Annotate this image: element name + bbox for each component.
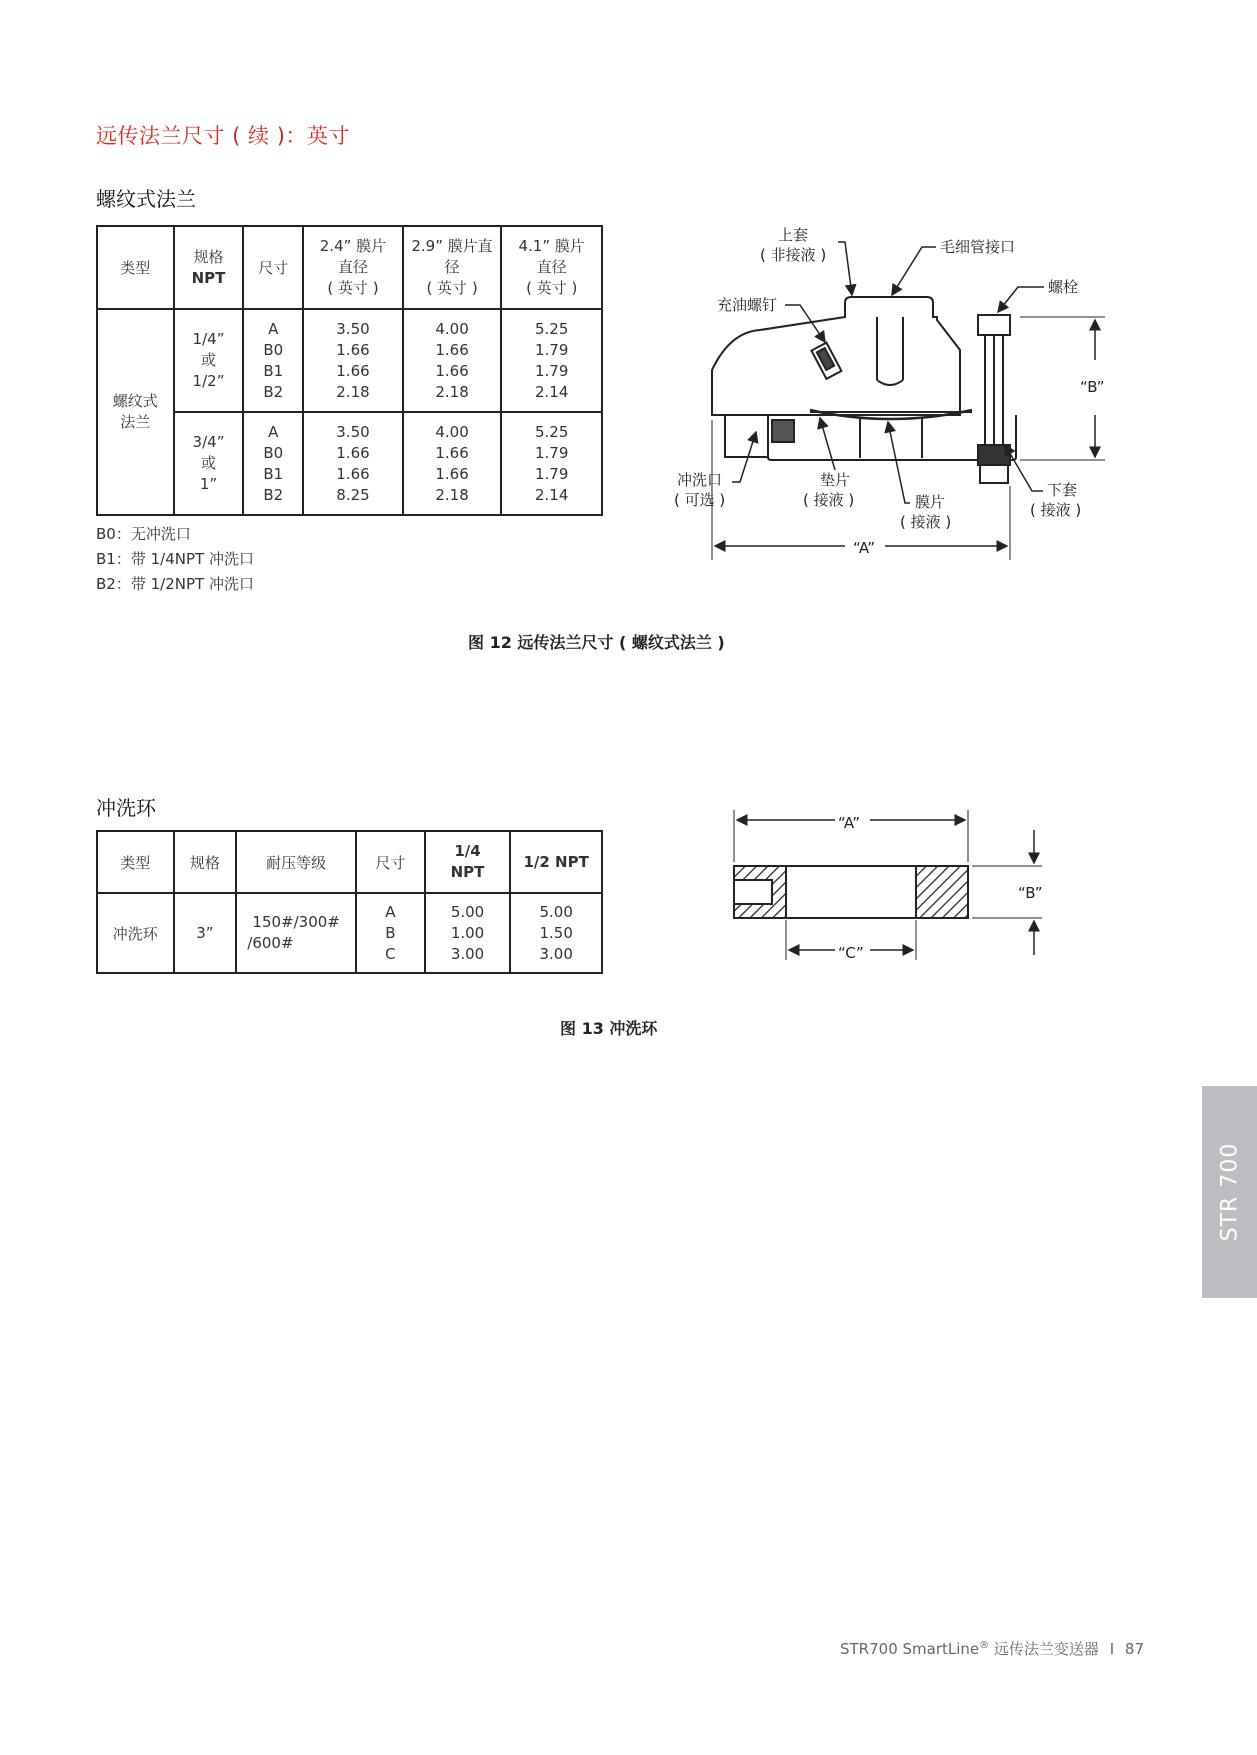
header-type: 类型 [97,831,174,893]
values-1-2-npt-cell: 5.00 1.50 3.00 [510,893,602,973]
label-gasket-note: ( 接液 ) [803,491,855,509]
flushing-ring-table [96,830,603,974]
section-title-flushing-ring: 冲洗环 [96,796,156,820]
values-2-9-cell: 4.00 1.66 1.66 2.18 [403,309,502,412]
header-spec: 规格 [174,831,237,893]
label-b-dimension: “B” [1080,378,1105,396]
values-2-4-cell: 3.50 1.66 1.66 2.18 [303,309,403,412]
label-flush-port: 冲洗口 [677,471,723,489]
header-type: 类型 [97,226,174,309]
values-4-1-cell: 5.25 1.79 1.79 2.14 [501,412,602,515]
label-a-dimension: “A” [853,539,876,557]
values-2-4-cell: 3.50 1.66 1.66 8.25 [303,412,403,515]
label-gasket: 垫片 [820,471,851,489]
label-b-dimension: “B” [1018,884,1043,902]
label-upper-housing: 上套 [778,226,809,244]
dims-cell: A B0 B1 B2 [243,412,303,515]
flushing-ring-diagram [720,800,1060,970]
side-tab-label: STR 700 [1217,1142,1242,1242]
table-row [97,893,602,973]
header-1-2-npt: 1/2 NPT [510,831,602,893]
label-upper-housing-note: ( 非接液 ) [760,246,827,264]
page-title: 远传法兰尺寸 ( 续 )：英寸 [96,124,350,148]
label-diaphragm-note: ( 接液 ) [900,513,952,531]
threaded-flange-diagram [660,220,1130,580]
type-cell: 冲洗环 [97,893,174,973]
spec-cell: 3” [174,893,237,973]
threaded-flange-table [96,225,603,516]
header-dimension: 尺寸 [356,831,425,893]
spec-cell: 1/4” 或 1/2” [174,309,244,412]
figure-12-caption: 图 12 远传法兰尺寸 ( 螺纹式法兰 ) [468,633,725,652]
label-bolt: 螺栓 [1048,278,1079,296]
note-b2: B2：带 1/2NPT 冲洗口 [96,575,254,593]
table-row [97,412,602,515]
header-diaphragm-2-4: 2.4” 膜片 直径 ( 英寸 ) [303,226,403,309]
footer-separator: I [1109,1640,1115,1658]
footer-registered-mark: ® [979,1640,990,1651]
section-title-threaded-flange: 螺纹式法兰 [96,187,196,211]
dims-cell: A B C [356,893,425,973]
footer-product: STR700 SmartLine [840,1640,980,1658]
values-2-9-cell: 4.00 1.66 1.66 2.18 [403,412,502,515]
flange-body [712,297,1016,483]
table-header-row [97,226,602,309]
spec-cell: 3/4” 或 1” [174,412,244,515]
side-tab [1202,1086,1257,1298]
ring-section [734,866,968,918]
figure-13-caption: 图 13 冲洗环 [560,1019,658,1038]
footer-product-desc: 远传法兰变送器 [989,1640,1099,1658]
label-capillary: 毛细管接口 [940,238,1016,256]
dims-cell: A B0 B1 B2 [243,309,303,412]
header-diaphragm-4-1: 4.1” 膜片 直径 ( 英寸 ) [501,226,602,309]
label-flush-port-note: ( 可选 ) [674,491,726,509]
header-1-4-npt: 1/4 NPT [425,831,511,893]
label-diaphragm: 膜片 [915,493,946,511]
note-b0: B0：无冲洗口 [96,525,191,543]
rating-cell: 150#/300# /600# [236,893,356,973]
label-lower-housing: 下套 [1047,481,1078,499]
table-header-row [97,831,602,893]
header-spec: 规格 NPT [174,226,244,309]
label-fill-screw: 充油螺钉 [717,296,778,314]
values-1-4-npt-cell: 5.00 1.00 3.00 [425,893,511,973]
values-4-1-cell: 5.25 1.79 1.79 2.14 [501,309,602,412]
page-number: 87 [1124,1640,1145,1658]
table-notes [96,522,254,597]
diagram-labels [674,226,1105,560]
label-c-dimension: “C” [838,944,864,962]
header-dimension: 尺寸 [243,226,303,309]
header-pressure-rating: 耐压等级 [236,831,356,893]
page-footer [840,1638,1144,1659]
header-diaphragm-2-9: 2.9” 膜片直 径 ( 英寸 ) [403,226,502,309]
label-a-dimension: “A” [838,814,861,832]
note-b1: B1：带 1/4NPT 冲洗口 [96,550,254,568]
type-cell: 螺纹式 法兰 [97,309,174,515]
label-lower-housing-note: ( 接液 ) [1030,501,1082,519]
table-row [97,309,602,412]
